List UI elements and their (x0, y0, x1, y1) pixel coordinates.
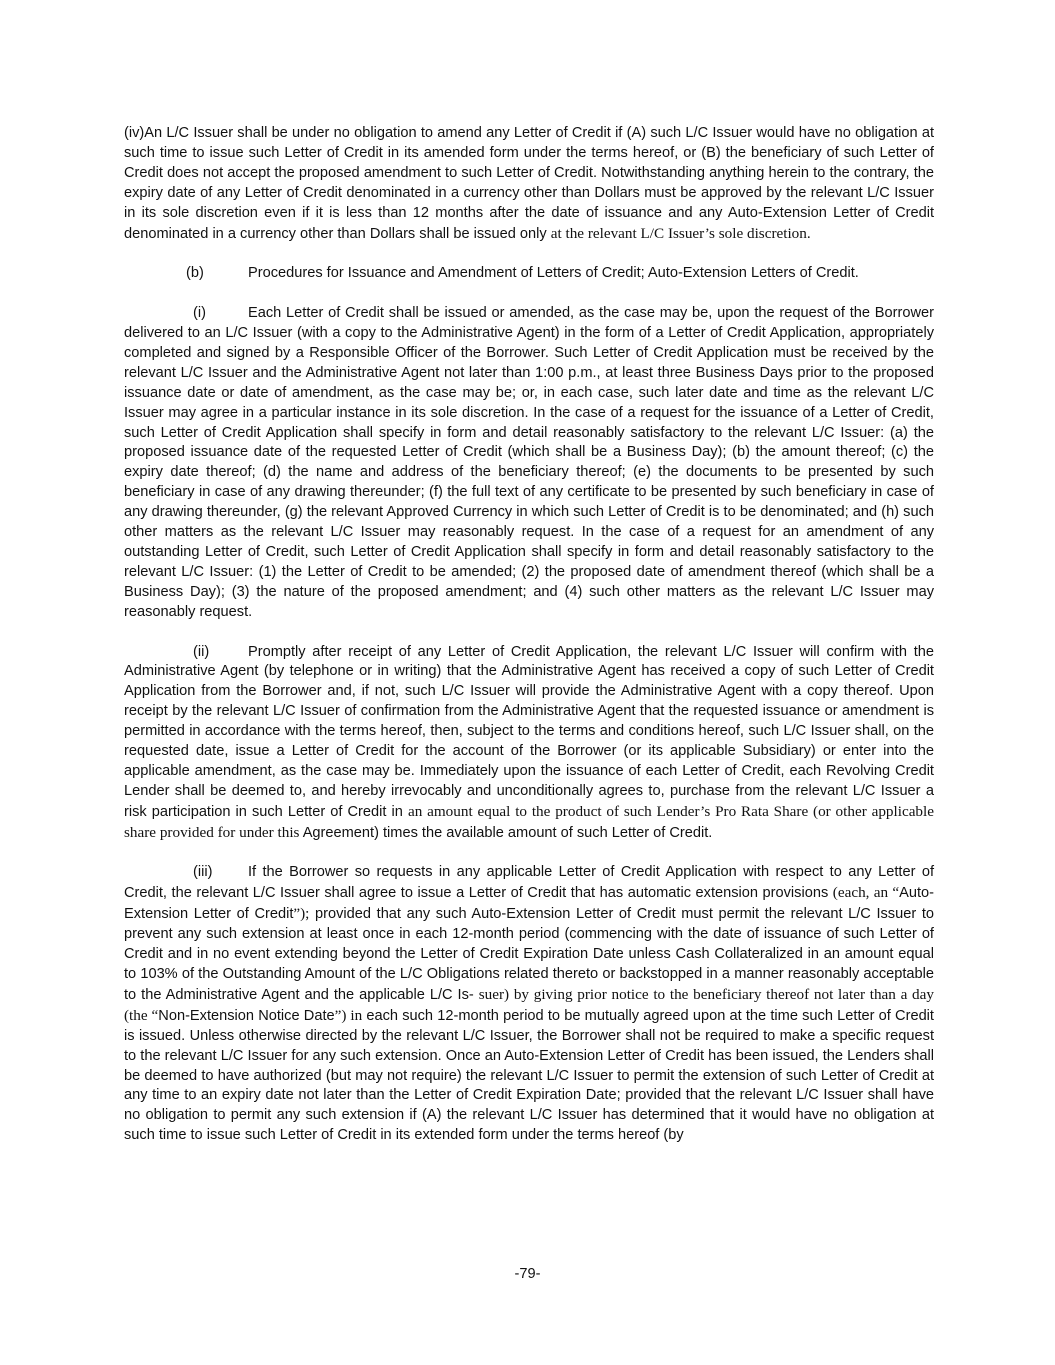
paragraph-iii-serif-d: ”) in (334, 1006, 363, 1024)
section-b-heading (124, 264, 934, 284)
paragraph-iii-text-c: each such 12-month period to be mutually agreed upon at the time such Letter of Credit is issued. Unless otherwise directed by the relevant L/C Issuer, the Borrower shall not be required to make a specific request to the relevant L/C Issuer for any such extension. Once an Auto-Extension Letter of Credit has been issued, the Lenders shall be deemed to have authorized (but may not require) the relevant L/C Issuer to permit the extension of such Letter of Credit at any time to an expiry date not later than the Letter of Credit Expiration Date; provided that the relevant L/C Issuer shall have no obligation to permit any such extension if (A) the relevant L/C Issuer has determined that it would have no obligation at such time to issue such Letter of Credit in its extended form under the terms hereof (by (124, 1007, 934, 1144)
paragraph-iii-text-b: provided that any such Auto-Extension Letter of Credit must permit the relevant L/C Issuer to prevent any such extension at least once in each 12-month period (commencing with the date of issuance of such Letter of Credit and in no event extending beyond the Letter of Credit Expiration Date unless Cash Collateralized in an amount equal to 103% of the Outstanding Amount of the L/C Obligations related thereto or backstopped in a manner reasonably acceptable to the Administrative Agent and the applicable L/C Is- (124, 906, 934, 1003)
paragraph-iii-serif-b: ”); (293, 905, 310, 923)
defined-term-non-extension-date: Non-Extension Notice Date (158, 1007, 335, 1024)
defined-term-auto-extension: Auto-Extension Letter of Credit (124, 885, 934, 923)
section-b-title: Procedures for Issuance and Amendment of Letters of Credit; Auto-Extension Letters of Credit. (248, 265, 859, 282)
paragraph-ii-serif-part: an amount equal to the product of such Lender’s Pro Rata Share (or other applicable share provided for under this (124, 802, 934, 841)
paragraph-i-number: (i) (193, 305, 206, 322)
paragraph-iv-text: (iv)An L/C Issuer shall be under no obligation to amend any Letter of Credit if (A) such L/C Issuer would have no obligation at such time to issue such Letter of Credit in its amended form under the terms hereof, or (B) the beneficiary of such Letter of Credit does not accept the proposed amendment to such Letter of Credit. Notwithstanding anything herein to the contrary, the expiry date of any Letter of Credit denominated in a currency other than Dollars must be approved by the relevant L/C Issuer in its sole discretion even if it is less than 12 months after the date of issuance and any Auto-Extension Letter of Credit denominated in a currency other than Dollars shall be issued only (124, 125, 934, 242)
paragraph-ii-text: Promptly after receipt of any Letter of Credit Application, the relevant L/C Issuer will confirm with the Administrative Agent (by telephone or in writing) that the Administrative Agent has received a copy of such Letter of Credit Application from the Borrower and, if not, such L/C Issuer will provide the Administrative Agent with a copy thereof. Upon receipt by the relevant L/C Issuer of confirmation from the Administrative Agent that the requested issuance or amendment is permitted in accordance with the terms hereof, then, subject to the terms and conditions hereof, such L/C Issuer shall, on the requested date, issue a Letter of Credit for the account of the Borrower (or its applicable Subsidiary) or enter into the applicable amendment, as the case may be. Immediately upon the issuance of each Letter of Credit, each Revolving Credit Lender shall be deemed to, and hereby irrevocably and unconditionally agrees to, purchase from the relevant L/C Issuer a risk participation in such Letter of Credit in (124, 643, 934, 820)
paragraph-iii-text-a: If the Borrower so requests in any applicable Letter of Credit Application with respect to any Letter of Credit, the relevant L/C Issuer shall agree to issue a Letter of Credit that has automatic extension provisions (124, 864, 934, 902)
paragraph-iii-number: (iii) (193, 864, 213, 881)
section-b-number: (b) (186, 265, 204, 282)
page-number: -79- (514, 1266, 541, 1282)
paragraph-ii (124, 643, 934, 844)
paragraph-i-text: Each Letter of Credit shall be issued or amended, as the case may be, upon the request of the Borrower delivered to an L/C Issuer (with a copy to the Administrative Agent) in the form of a Letter of Credit Application, appropriately completed and signed by a Responsible Officer of the Borrower. Such Letter of Credit Application must be received by the relevant L/C Issuer and the Administrative Agent not later than 1:00 p.m., at least three Business Days prior to the proposed issuance date or date of amendment, as the case may be; or, in each case, such later date and time as the relevant L/C Issuer may agree in a particular instance in its sole discretion. In the case of a request for the issuance of a Letter of Credit, such Letter of Credit Application shall specify in form and detail reasonably satisfactory to the relevant L/C Issuer: (a) the proposed issuance date of the requested Letter of Credit (which shall be a Business Day); (b) the amount thereof; (c) the expiry date thereof; (d) the name and address of the beneficiary thereof; (e) the documents to be presented by such beneficiary in case of any drawing thereunder; (f) the full text of any certificate to be presented by such beneficiary in case of any drawing thereunder, (g) the relevant Approved Currency in which such Letter of Credit is to be denominated; and (h) such other matters as the relevant L/C Issuer may reasonably request. In the case of a request for an amendment of any outstanding Letter of Credit, such Letter of Credit Application shall specify in form and detail reasonably satisfactory to the relevant L/C Issuer: (1) the Letter of Credit to be amended; (2) the proposed date of amendment thereof (which shall be a Business Day); (3) the nature of the proposed amendment; and (4) such other matters as the relevant L/C Issuer may reasonably request. (124, 305, 934, 620)
document-body (124, 124, 934, 1166)
paragraph-ii-number: (ii) (193, 643, 210, 660)
paragraph-ii-tail: Agreement) times the available amount of such Letter of Credit. (302, 824, 713, 841)
paragraph-i (124, 304, 934, 623)
paragraph-iii-serif-c: suer) by giving prior notice to the beneficiary thereof not later than a day (the “ (124, 985, 934, 1024)
paragraph-iii (124, 863, 934, 1146)
paragraph-iii-serif-a: (each, an “ (832, 884, 900, 902)
paragraph-iv-tail: at the relevant L/C Issuer’s sole discretion. (550, 224, 811, 242)
paragraph-iv (124, 124, 934, 244)
